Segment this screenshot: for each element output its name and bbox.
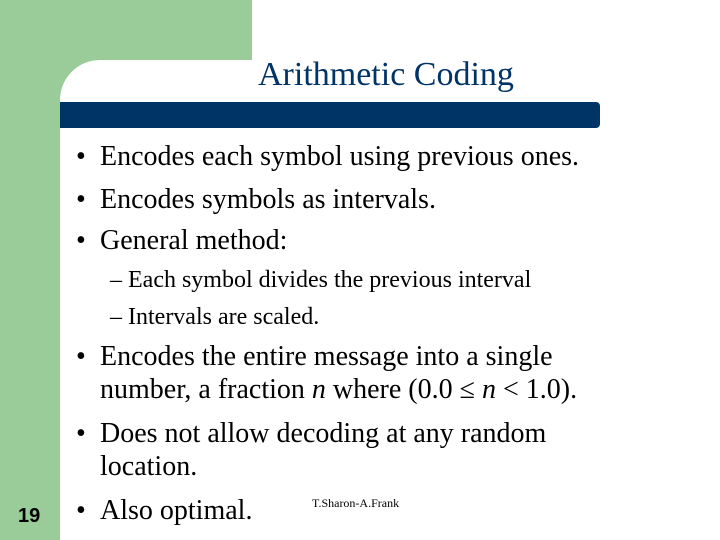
bullet-item xyxy=(76,494,252,527)
slide-number: 19 xyxy=(18,505,41,527)
bullet-item xyxy=(76,224,287,257)
bullet-glyph: • xyxy=(76,141,86,172)
slide-title: Arithmetic Coding xyxy=(258,56,514,93)
bullet-text: location. xyxy=(100,451,198,482)
title-underline-bar xyxy=(60,102,600,128)
bullet-item xyxy=(76,340,577,406)
bullet-text: Does not allow decoding at any random xyxy=(100,418,547,449)
bullet-item xyxy=(76,183,436,216)
bullet-text: where (0.0 ≤ xyxy=(325,374,482,405)
author-credit: T.Sharon-A.Frank xyxy=(312,496,400,510)
bullet-glyph: • xyxy=(76,184,86,215)
bullet-text: < 1.0). xyxy=(496,374,578,405)
bullet-text: number, a fraction xyxy=(100,374,312,405)
bullet-glyph: • xyxy=(76,495,86,526)
bullet-text: Also optimal. xyxy=(100,495,253,526)
bullet-text: Encodes symbols as intervals. xyxy=(100,184,436,215)
bullet-glyph: • xyxy=(76,418,86,449)
variable-n: n xyxy=(311,374,326,405)
bullet-glyph: • xyxy=(76,341,86,372)
sub-bullet-item: – Intervals are scaled. xyxy=(110,304,320,330)
bullet-item xyxy=(76,417,546,483)
sub-bullet-item: – Each symbol divides the previous interval xyxy=(110,267,532,293)
variable-n: n xyxy=(482,374,496,405)
bullet-text: Encodes each symbol using previous ones. xyxy=(100,141,580,172)
bullet-text: General method: xyxy=(100,225,288,256)
bullet-text: Encodes the entire message into a single xyxy=(100,341,553,372)
bullet-item xyxy=(76,140,579,173)
bullet-glyph: • xyxy=(76,225,86,256)
